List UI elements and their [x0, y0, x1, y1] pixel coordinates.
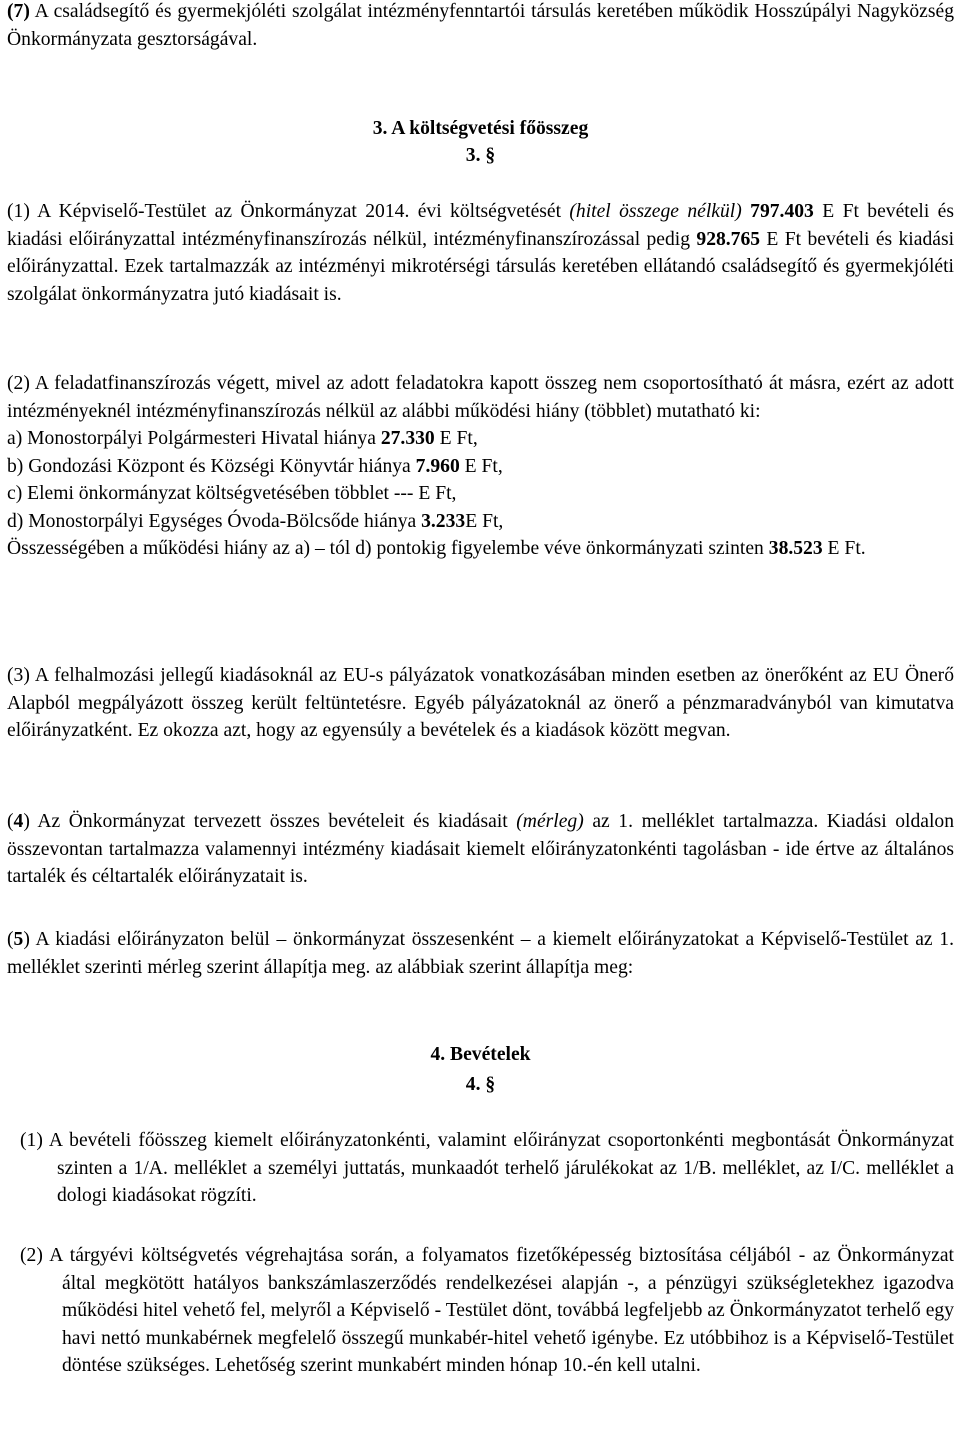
text-run: A kiadási előirányzaton belül – önkormányzat összesenként – a kiemelt előirányzatokat a Képviselő-Testület az 1. melléklet szerinti mérleg szerint állapítja meg. az alábbiak szerint állapítja meg: [7, 929, 954, 978]
section-3-paragraph-sign: 3. § [465, 145, 496, 166]
paragraph-4-1: (1) A bevételi főösszeg kiemelt előirányzatonkénti, valamint előirányzat csoportonkénti megbontását Önkormányzat szinten a 1/A. melléklet a személyi juttatás, munkaadót terhelő járulékokat az 1/B. melléklet, az I/C. melléklet a dologi kiadásokat rögzíti. [20, 1130, 954, 1206]
text-run: a) Monostorpályi Polgármesteri Hivatal hiánya [7, 428, 381, 449]
paragraph-intro: (2) A feladatfinanszírozás végett, mivel az adott feladatokra kapott összeg nem csoportosítható át másra, ezért az adott intézményeknél intézményfinanszírozás nélkül az alábbi működési hiány (többlet) mutatható ki: [7, 373, 954, 422]
amount-bold: 38.523 [768, 538, 823, 559]
text-run: d) Monostorpályi Egységes Óvoda-Bölcsőde hiánya [7, 510, 422, 532]
amount-bold: 7.960 [415, 455, 460, 477]
paragraph-3-3: (3) A felhalmozási jellegű kiadásoknál az EU-s pályázatok vonatkozásában minden esetben az önerőként az EU Önerő Alapból megpályázott összeg került feltüntetésre. Egyéb pályázatoknál az önerő a pénzmaradványból van kimutatva előirányzatként. Ez okozza azt, hogy az egyensúly a bevételek és a kiadások között megvan. [7, 665, 954, 741]
text-run: Összességében a működési hiány az a) – tól d) pontokig figyelembe véve önkormányzati szinten [7, 538, 769, 559]
text-run: Az Önkormányzat tervezett összes bevételeit és kiadásait [29, 811, 517, 832]
list-item-b [7, 453, 954, 481]
text-run: b) Gondozási Központ és Községi Könyvtár hiánya [7, 455, 416, 477]
text-run: E Ft, [459, 455, 503, 477]
amount-bold: 3.233 [421, 510, 466, 532]
paragraph-3-5: (5) A kiadási előirányzaton belül – önkormányzat összesenként – a kiemelt előirányzatokat a Képviselő-Testület az 1. melléklet szerinti mérleg szerint állapítja meg. az alábbiak szerint állapítja meg: [7, 929, 954, 978]
text-run: E Ft, [465, 510, 504, 532]
paragraph-3-4: (4) Az Önkormányzat tervezett összes bevételeit és kiadásait (mérleg) az 1. melléklet tartalmazza. Kiadási oldalon összevontan tartalmazza valamennyi intézmény kiadásait kiemelt előirányzatonkénti tagolásban - ide értve az általános tartalék és céltartalék előirányzatait is. [7, 811, 954, 887]
list-item-d [7, 508, 954, 536]
paragraph-7 [7, 0, 954, 53]
text-run: E Ft bevételi és kiadási előirányzattal. Ezek tartalmazzák az intézményi mikrotérségi társulás keretében ellátandó családsegítő és gyermekjóléti szolgálat önkormányzatra jutó kiadásait is. [7, 228, 955, 305]
amount-bold: 797.403 [741, 201, 814, 222]
section-4-heading: 4. Bevételek [430, 1044, 531, 1065]
text-run: E Ft, [434, 428, 478, 449]
italic-run: (mérleg) [516, 811, 584, 832]
amount-bold: 928.765 [696, 228, 761, 250]
section-3-heading: 3. A költségvetési főösszeg [372, 118, 589, 139]
text-run: E Ft bevételi és kiadási előirányzattal intézményfinanszírozás nélkül, intézményfinanszírozással pedig [7, 201, 954, 250]
paragraph-4-2: (2) A tárgyévi költségvetés végrehajtása során, a folyamatos fizetőképesség biztosítása céljából - az Önkormányzat által megkötött hatályos bankszámlaszerződés rendelkezései alapján -, a pénzügyi szükségletekhez igazodva működési hitel vehető fel, melyről a Képviselő - Testület dönt, továbbá legfeljebb az Önkormányzatot terhelő egy havi nettó munkabérnek megfelelő összegű munkabér-hitel vehető igénybe. Ez utóbbihoz is a Képviselő-Testület döntése szükséges. Lehetőség szerint munkabért minden hónap 10.-én kell utalni. [20, 1245, 954, 1376]
paragraph-number: (7) [7, 1, 30, 22]
paragraph-3-2 [7, 370, 954, 563]
text-run: (1) A Képviselő-Testület az Önkormányzat 2014. évi költségvetését [7, 201, 570, 222]
text-run: az 1. melléklet tartalmazza. Kiadási oldalon összevontan tartalmazza valamennyi intézmény kiadásait kiemelt előirányzatonkénti tagolásban - ide értve az általános tartalék és céltartalék előirányzatait is. [7, 811, 954, 887]
total-line [7, 535, 954, 563]
amount-bold: 27.330 [380, 428, 435, 449]
list-item-a [7, 425, 954, 453]
list-item-c: c) Elemi önkormányzat költségvetésében többlet --- E Ft, [7, 483, 457, 504]
paragraph-3-1 [7, 198, 954, 308]
italic-run: (hitel összege nélkül) [569, 201, 742, 222]
section-4-paragraph-sign: 4. § [465, 1074, 496, 1095]
paragraph-number: 5 [13, 929, 24, 950]
text-run: E Ft. [822, 538, 866, 559]
paragraph-number: 4 [13, 811, 24, 832]
paragraph-text: A családsegítő és gyermekjóléti szolgálat intézményfenntartói társulás keretében működik Hosszúpályi Nagyközség Önkormányzata gesztorságával. [7, 1, 954, 50]
